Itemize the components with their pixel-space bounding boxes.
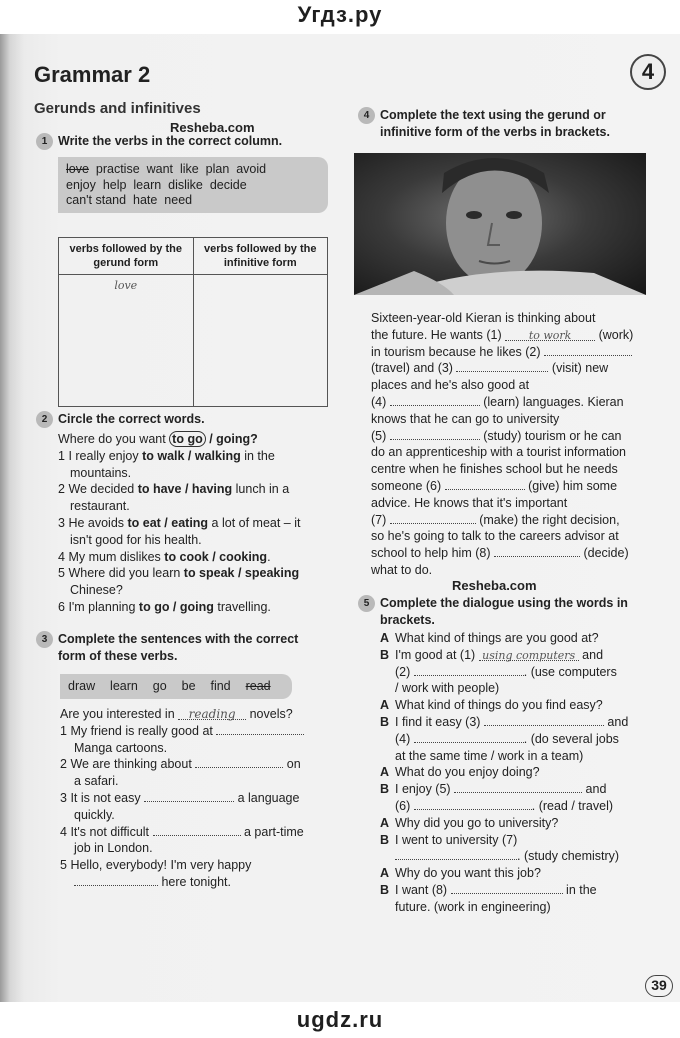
ex3-verb-box [60, 674, 292, 699]
ex3-item-pre: Hello, everybody! I'm very happy [70, 858, 252, 873]
ex3-instruction-l1: Complete the sentences with the correct [58, 632, 299, 646]
ex5-dialogue [380, 630, 660, 916]
ex3-item-line2: a safari. [74, 774, 119, 789]
ex4-gap-4[interactable] [390, 395, 480, 406]
ex3-gap[interactable] [74, 875, 158, 886]
ex2-instruction [36, 411, 205, 428]
ex2-item-number: 2 [58, 482, 65, 497]
ex4-instruction-l1: Complete the text using the gerund or [380, 108, 606, 122]
ex3-item-post: on [286, 757, 301, 772]
ex4-line-2b: (work) [595, 327, 634, 342]
ex3-item-number: 4 [60, 824, 67, 839]
ex5-gap-5[interactable] [454, 782, 582, 793]
ex1-words-line2: enjoy help learn dislike decide [66, 177, 247, 192]
ex3-item [60, 756, 335, 790]
ex4-line-6b: (learn) languages. Kieran [479, 394, 624, 409]
ex5-b2c: (4) [395, 731, 414, 746]
ex4-instruction [358, 107, 610, 140]
ex4-line-14: so he's going to talk to the careers advisor at [371, 529, 619, 544]
ex4-gap-8[interactable] [494, 546, 580, 557]
ex1-word-box [58, 157, 328, 213]
ex3-number: 3 [36, 631, 53, 648]
ex2-item-options[interactable]: to have / having [137, 482, 233, 497]
ex2-item-pre: I'm planning [68, 599, 139, 614]
ex3-gap[interactable] [153, 825, 241, 836]
site-footer [0, 1002, 680, 1038]
ex2-item-number: 4 [58, 549, 65, 564]
ex3-instruction [36, 631, 298, 664]
ex5-a2: What kind of things do you find easy? [395, 698, 603, 713]
ex5-b3a: I enjoy (5) [395, 782, 455, 797]
ex3-gap[interactable] [144, 791, 234, 802]
ex2-item-options[interactable]: to eat / eating [127, 515, 209, 530]
ex3-item-post: a part-time [244, 824, 304, 839]
ex3-struck-verb: read [245, 679, 271, 693]
ex2-item-pre: I really enjoy [68, 448, 143, 463]
ex2-item-number: 1 [58, 448, 65, 463]
ex3-item [60, 857, 335, 891]
ex5-b5c: future. (work in engineering) [395, 899, 551, 914]
ex5-a5: Why do you want this job? [395, 866, 541, 881]
ex2-item-number: 3 [58, 515, 65, 530]
ex4-line-8b: (study) tourism or he can [479, 428, 622, 443]
ex4-line-9: do an apprenticeship with a tourist information [371, 445, 627, 460]
ex4-line-6a: (4) [371, 394, 390, 409]
ex2-item-line2: mountains. [70, 465, 132, 480]
ex3-item-post: a language [237, 790, 300, 805]
watermark-middle: Resheba.com [452, 578, 537, 593]
ex3-item-line2: Manga cartoons. [74, 740, 168, 755]
ex5-gap-8[interactable] [451, 883, 563, 894]
ex2-item-post: . [267, 549, 271, 564]
ex4-line-11b: (give) him some [524, 478, 618, 493]
ex5-b1a: I'm good at (1) [395, 647, 479, 662]
ex3-verbs: draw learn go be find [68, 679, 231, 693]
ex2-item [58, 549, 328, 566]
ex1-instruction [36, 133, 282, 150]
ex1-words-line1: practise want like plan avoid [95, 162, 267, 176]
ex2-item-pre: Where did you learn [68, 566, 184, 581]
ex4-text [371, 310, 651, 579]
ex2-item-post: a lot of meat – it [208, 515, 301, 530]
ex2-item-line2: restaurant. [70, 499, 130, 514]
ex4-gap-3[interactable] [456, 361, 548, 372]
ex1-verb-table [58, 237, 328, 407]
ex4-instruction-l2: infinitive form of the verbs in brackets. [380, 125, 610, 139]
ex4-line-7: knows that he can go to university [371, 411, 560, 426]
ex5-gap-3[interactable] [484, 715, 604, 726]
ex3-example [60, 706, 335, 723]
ex2-number: 2 [36, 411, 53, 428]
page-title: Grammar 2 [34, 62, 151, 87]
ex2-example-rest: / going? [205, 432, 258, 446]
ex2-item-options[interactable]: to speak / speaking [183, 566, 300, 581]
ex5-gap-2[interactable] [414, 665, 524, 676]
speaker-a: A [380, 698, 390, 713]
ex2-item-post: in the [240, 448, 275, 463]
ex3-example-pre: Are you interested in [60, 707, 179, 721]
ex3-item [60, 723, 335, 757]
ex5-b5a: I want (8) [395, 882, 451, 897]
speaker-b: B [380, 882, 390, 897]
site-name-bottom[interactable]: ugdz.ru [296, 1007, 384, 1032]
ex4-gap-7[interactable] [390, 513, 476, 524]
ex2-item [58, 599, 328, 616]
ex3-item-pre: It's not difficult [70, 824, 150, 839]
ex4-gap-1[interactable]: to work [505, 328, 595, 341]
ex3-item-line2: here tonight. [161, 874, 231, 889]
page-number: 39 [645, 975, 673, 997]
ex2-item-post: lunch in a [232, 482, 290, 497]
speaker-b: B [380, 647, 390, 662]
speaker-b: B [380, 832, 390, 847]
ex1-answer: love [114, 279, 138, 292]
ex1-struck-word: love [66, 162, 89, 176]
ex4-line-2a: the future. He wants (1) [371, 327, 506, 342]
ex5-a3: What do you enjoy doing? [395, 765, 540, 780]
ex4-line-16: what to do. [371, 562, 433, 577]
ex4-line-12: advice. He knows that it's important [371, 495, 568, 510]
ex2-example [58, 431, 328, 448]
ex2-item-options[interactable]: to walk / walking [142, 448, 241, 463]
ex5-a1: What kind of things are you good at? [395, 631, 599, 645]
ex3-item [60, 824, 335, 858]
ex4-line-13b: (make) the right decision, [475, 512, 620, 527]
ex3-item-number: 3 [60, 790, 67, 805]
ex4-line-15a: school to help him (8) [371, 546, 494, 561]
ex4-gap-2[interactable] [544, 345, 632, 356]
ex4-line-11a: someone (6) [371, 478, 445, 493]
ex5-b1c: (2) [395, 664, 414, 679]
page-subtitle: Gerunds and infinitives [34, 100, 201, 117]
ex3-example-post: novels? [246, 707, 293, 721]
ex2-item-pre: We decided [68, 482, 138, 497]
ex5-b1b: and [578, 647, 604, 662]
ex3-item-line2: job in London. [74, 841, 153, 856]
ex5-b2b: and [603, 714, 629, 729]
ex2-item-post: travelling. [213, 599, 271, 614]
speaker-a: A [380, 765, 390, 780]
speaker-b: B [380, 782, 390, 797]
site-name-top[interactable]: Угдз.ру [297, 2, 383, 27]
boy-photo-illustration [354, 153, 646, 295]
ex5-gap-6[interactable] [414, 799, 532, 810]
ex3-example-answer: reading [178, 706, 246, 720]
ex5-b1d: . (use computers [523, 664, 617, 679]
ex5-instruction [358, 595, 628, 628]
ex3-gap[interactable] [216, 724, 304, 735]
ex2-example-pre: Where do you want [58, 432, 170, 446]
ex2-instruction-text: Circle the correct words. [58, 412, 205, 426]
ex5-gap-7[interactable] [395, 849, 517, 860]
speaker-a: A [380, 815, 390, 830]
ex4-line-4b: (visit) new [548, 361, 609, 376]
ex3-item [60, 790, 335, 824]
ex2-item-pre: My mum dislikes [68, 549, 165, 564]
ex4-gap-5[interactable] [390, 429, 480, 440]
ex5-gap-4[interactable] [414, 732, 524, 743]
ex3-item-number: 1 [60, 723, 67, 738]
ex1-infinitive-cell[interactable] [193, 275, 328, 407]
ex5-b3d: . (read / travel) [531, 798, 614, 813]
ex2-item-line2: isn't good for his health. [70, 532, 202, 547]
ex4-number: 4 [358, 107, 375, 124]
ex4-line-13a: (7) [371, 512, 390, 527]
unit-badge: 4 [630, 54, 666, 90]
ex2-item [58, 448, 328, 482]
ex2-item [58, 565, 328, 599]
ex1-instruction-text: Write the verbs in the correct column. [58, 134, 283, 148]
ex5-b2a: I find it easy (3) [395, 714, 484, 729]
ex5-number: 5 [358, 595, 375, 612]
ex4-line-1: Sixteen-year-old Kieran is thinking about [371, 311, 596, 325]
ex3-item-number: 5 [60, 858, 67, 873]
ex4-gap-6[interactable] [445, 479, 525, 490]
ex2-item-options[interactable]: to cook / cooking [164, 549, 268, 564]
ex1-words-line3: can't stand hate need [66, 193, 193, 207]
ex2-item [58, 515, 328, 549]
ex4-line-3: in tourism because he likes (2) [371, 344, 541, 359]
ex2-item-pre: He avoids [68, 515, 128, 530]
ex3-item-pre: It is not easy [70, 790, 141, 805]
ex3-list [60, 706, 335, 891]
ex2-item-options[interactable]: to go / going [138, 599, 214, 614]
ex4-line-10: centre when he finishes school but he needs [371, 462, 618, 477]
site-header [0, 0, 680, 34]
ex5-b2d: . (do several jobs [523, 731, 619, 746]
ex1-col-infinitive: verbs followed by the infinitive form [193, 238, 328, 275]
ex5-b5b: in the [562, 882, 597, 897]
ex2-item-number: 5 [58, 566, 65, 581]
ex2-example-circled: to go [169, 431, 206, 447]
ex5-b1e: / work with people) [395, 681, 500, 696]
ex5-b3b: and [582, 782, 607, 797]
watermark-top: Resheba.com [170, 120, 255, 135]
ex3-gap[interactable] [195, 757, 283, 768]
speaker-b: B [380, 714, 390, 729]
speaker-a: A [380, 866, 390, 881]
ex5-b4a: I went to university (7) [395, 832, 518, 847]
ex1-gerund-cell[interactable] [59, 275, 194, 407]
ex5-b2e: at the same time / work in a team) [395, 748, 584, 763]
speaker-a: A [380, 631, 390, 645]
ex5-instruction-l1: Complete the dialogue using the words in [380, 596, 628, 610]
ex2-item-line2: Chinese? [70, 583, 123, 598]
ex5-b4b: . (study chemistry) [517, 849, 620, 864]
ex1-col-gerund: verbs followed by the gerund form [59, 238, 194, 275]
ex4-line-8a: (5) [371, 428, 390, 443]
ex3-item-pre: We are thinking about [70, 757, 192, 772]
ex3-item-pre: My friend is really good at [70, 723, 213, 738]
ex2-item [58, 481, 328, 515]
ex4-line-4a: (travel) and (3) [371, 361, 457, 376]
ex2-list [58, 431, 328, 616]
ex5-instruction-l2: brackets. [380, 613, 435, 627]
ex4-line-15b: (decide) [579, 546, 629, 561]
ex5-a4: Why did you go to university? [395, 815, 559, 830]
ex5-b3c: (6) [395, 798, 414, 813]
ex2-item-number: 6 [58, 599, 65, 614]
ex4-line-5: places and he's also good at [371, 378, 530, 393]
boy-photo [354, 153, 646, 295]
ex5-gap-1[interactable]: using computers [479, 648, 579, 661]
ex1-number: 1 [36, 133, 53, 150]
ex3-item-line2: quickly. [74, 807, 115, 822]
ex3-instruction-l2: form of these verbs. [58, 649, 178, 663]
ex3-item-number: 2 [60, 757, 67, 772]
